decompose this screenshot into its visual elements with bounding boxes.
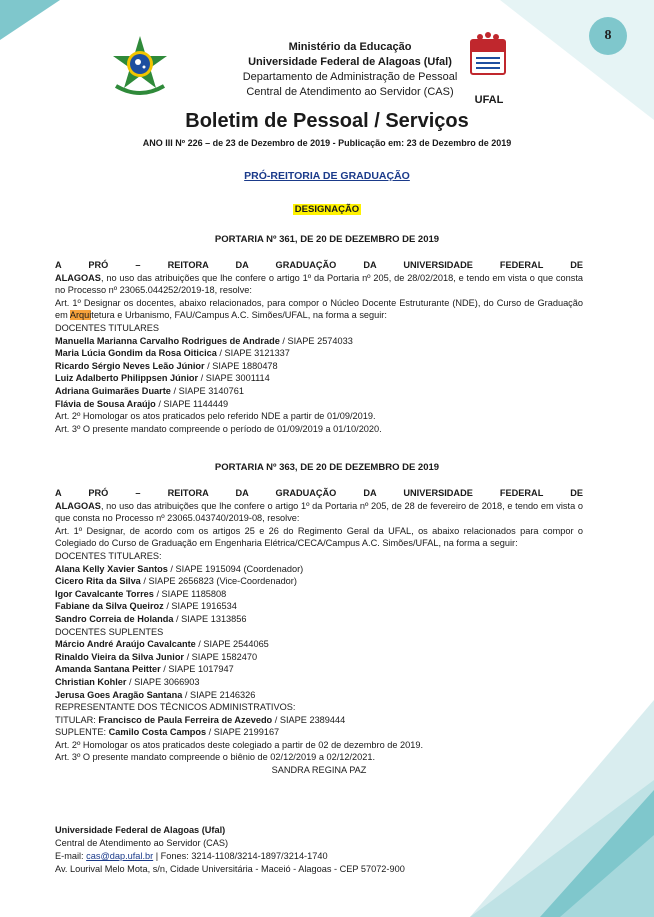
portaria-363-art2: Art. 2º Homologar os atos praticados deste colegiado a partir de 02 de dezembro de 2019. xyxy=(55,739,424,750)
top-left-corner-shape xyxy=(0,0,60,40)
member-row: Luiz Adalberto Philippsen Júnior / SIAPE 3001114 xyxy=(55,373,270,384)
member-row: Fabiane da Silva Queiroz / SIAPE 1916534 xyxy=(55,601,237,612)
technician-titular-row: TITULAR: Francisco de Paula Ferreira de Azevedo / SIAPE 2389444 xyxy=(55,714,346,725)
service-center-name: Central de Atendimento ao Servidor (CAS) xyxy=(246,86,454,98)
portaria-363-intro-rest: , no uso das atribuições que lhe confere o artigo 1º da Portaria nº 205, de 28 de fevereiro de 2018, e tendo em vista o que consta no Processo nº 23065.043740/2019-08, resolve: xyxy=(55,500,583,524)
member-row: Márcio André Araújo Cavalcante / SIAPE 2544065 xyxy=(55,639,269,650)
portaria-361-heading: PORTARIA Nº 361, DE 20 DE DEZEMBRO DE 2019 xyxy=(214,234,440,245)
member-row: Flávia de Sousa Araújo / SIAPE 1144449 xyxy=(55,398,229,409)
portaria-363-alagoas: ALAGOAS xyxy=(55,500,101,511)
section-heading: PRÓ-REITORIA DE GRADUAÇÃO xyxy=(244,170,410,182)
member-row: Amanda Santana Peitter / SIAPE 1017947 xyxy=(55,664,234,675)
portaria-363-art1: Art. 1º Designar, de acordo com os artigos 25 e 26 do Regimento Geral da UFAL, os abaixo relacionados para compor o Colegiado do Curso de Graduação em Engenharia Elétrica/CECA/Campus A.C. Simões/UFAL, na forma a seguir: xyxy=(55,525,583,549)
portaria-363-titulares-label: DOCENTES TITULARES: xyxy=(55,550,162,561)
footer-email-link[interactable]: cas@dap.ufal.br xyxy=(86,851,154,861)
member-row: Rinaldo Vieira da Silva Junior / SIAPE 1582470 xyxy=(55,651,258,662)
footer-address: Av. Lourival Melo Mota, s/n, Cidade Universitária - Maceió - Alagoas - CEP 57072-900 xyxy=(55,864,405,874)
portaria-361-intro-line: A PRÓ – REITORA DA GRADUAÇÃO DA UNIVERSIDADE FEDERAL DE xyxy=(55,260,583,270)
portaria-363-intro-line: A PRÓ – REITORA DA GRADUAÇÃO DA UNIVERSIDADE FEDERAL DE xyxy=(55,488,583,498)
portaria-361-titulares-label: DOCENTES TITULARES xyxy=(55,322,159,333)
subsection-heading: DESIGNAÇÃO xyxy=(294,204,360,215)
portaria-361-art3: Art. 3º O presente mandato compreende o período de 01/09/2019 a 01/10/2020. xyxy=(55,423,382,434)
portaria-361-art1-post: tetura e Urbanismo, FAU/Campus A.C. Simões/UFAL, na forma a seguir: xyxy=(91,310,387,321)
university-name: Universidade Federal de Alagoas (Ufal) xyxy=(248,56,452,68)
member-row: Sandro Correia de Holanda / SIAPE 1313856 xyxy=(55,613,247,624)
technician-suplente-row: SUPLENTE: Camilo Costa Campos / SIAPE 2199167 xyxy=(55,727,280,738)
department-name: Departamento de Administração de Pessoal xyxy=(242,71,458,83)
member-row: Jerusa Goes Aragão Santana / SIAPE 2146326 xyxy=(55,689,256,700)
member-row: Alana Kelly Xavier Santos / SIAPE 1915094 (Coordenador) xyxy=(55,563,304,574)
member-row: Maria Lúcia Gondim da Rosa Oiticica / SIAPE 3121337 xyxy=(55,348,290,359)
portaria-361-art1-highlight: Arqui xyxy=(69,310,92,321)
member-row: Manuella Marianna Carvalho Rodrigues de Andrade / SIAPE 2574033 xyxy=(55,335,353,346)
page-number-badge: 8 xyxy=(589,17,627,55)
portaria-363-art3: Art. 3º O presente mandato compreende o biênio de 02/12/2019 a 02/12/2021. xyxy=(55,752,376,763)
signature-name: SANDRA REGINA PAZ xyxy=(271,765,367,776)
portaria-363-rep-label: REPRESENTANTE DOS TÉCNICOS ADMINISTRATIVOS: xyxy=(55,702,296,713)
portaria-361-body xyxy=(55,259,583,435)
portaria-361-intro-rest: , no uso das atribuições que lhe confere o artigo 1º da Portaria nº 205, de 28/02/2018, e tendo em vista o que consta no Processo nº 23065.044252/2019-18, resolve: xyxy=(55,272,583,296)
bulletin-subtitle: ANO III Nº 226 – de 23 de Dezembro de 2019 - Publicação em: 23 de Dezembro de 2019 xyxy=(142,138,512,148)
member-row: Adriana Guimarães Duarte / SIAPE 3140761 xyxy=(55,385,244,396)
member-row: Igor Cavalcante Torres / SIAPE 1185808 xyxy=(55,588,227,599)
portaria-361-art1-pre: Art. 1º Designar os docentes, abaixo relacionados, para compor o Núcleo Docente Estruturante (NDE), do Curso de Graduação em xyxy=(55,297,583,321)
member-row: Christian Kohler / SIAPE 3066903 xyxy=(55,676,200,687)
portaria-363-heading: PORTARIA Nº 363, DE 20 DE DEZEMBRO DE 2019 xyxy=(214,462,440,473)
portaria-363-body xyxy=(55,487,583,777)
ufal-logo-text: UFAL xyxy=(474,94,504,106)
footer-center: Central de Atendimento ao Servidor (CAS) xyxy=(55,838,229,848)
portaria-363-suplentes-label: DOCENTES SUPLENTES xyxy=(55,626,164,637)
page-footer xyxy=(55,824,475,876)
portaria-361-art2: Art. 2º Homologar os atos praticados pelo referido NDE a partir de 01/09/2019. xyxy=(55,411,376,422)
portaria-361-alagoas: ALAGOAS xyxy=(55,272,101,283)
bulletin-title: Boletim de Pessoal / Serviços xyxy=(185,110,469,132)
member-row: Ricardo Sérgio Neves Leão Júnior / SIAPE 1880478 xyxy=(55,360,278,371)
member-row: Cicero Rita da Silva / SIAPE 2656823 (Vice-Coordenador) xyxy=(55,576,297,587)
footer-org: Universidade Federal de Alagoas (Ufal) xyxy=(55,825,226,835)
footer-contact: E-mail: cas@dap.ufal.br | Fones: 3214-1108/3214-1897/3214-1740 xyxy=(55,851,328,861)
ministry-name: Ministério da Educação xyxy=(288,41,412,53)
